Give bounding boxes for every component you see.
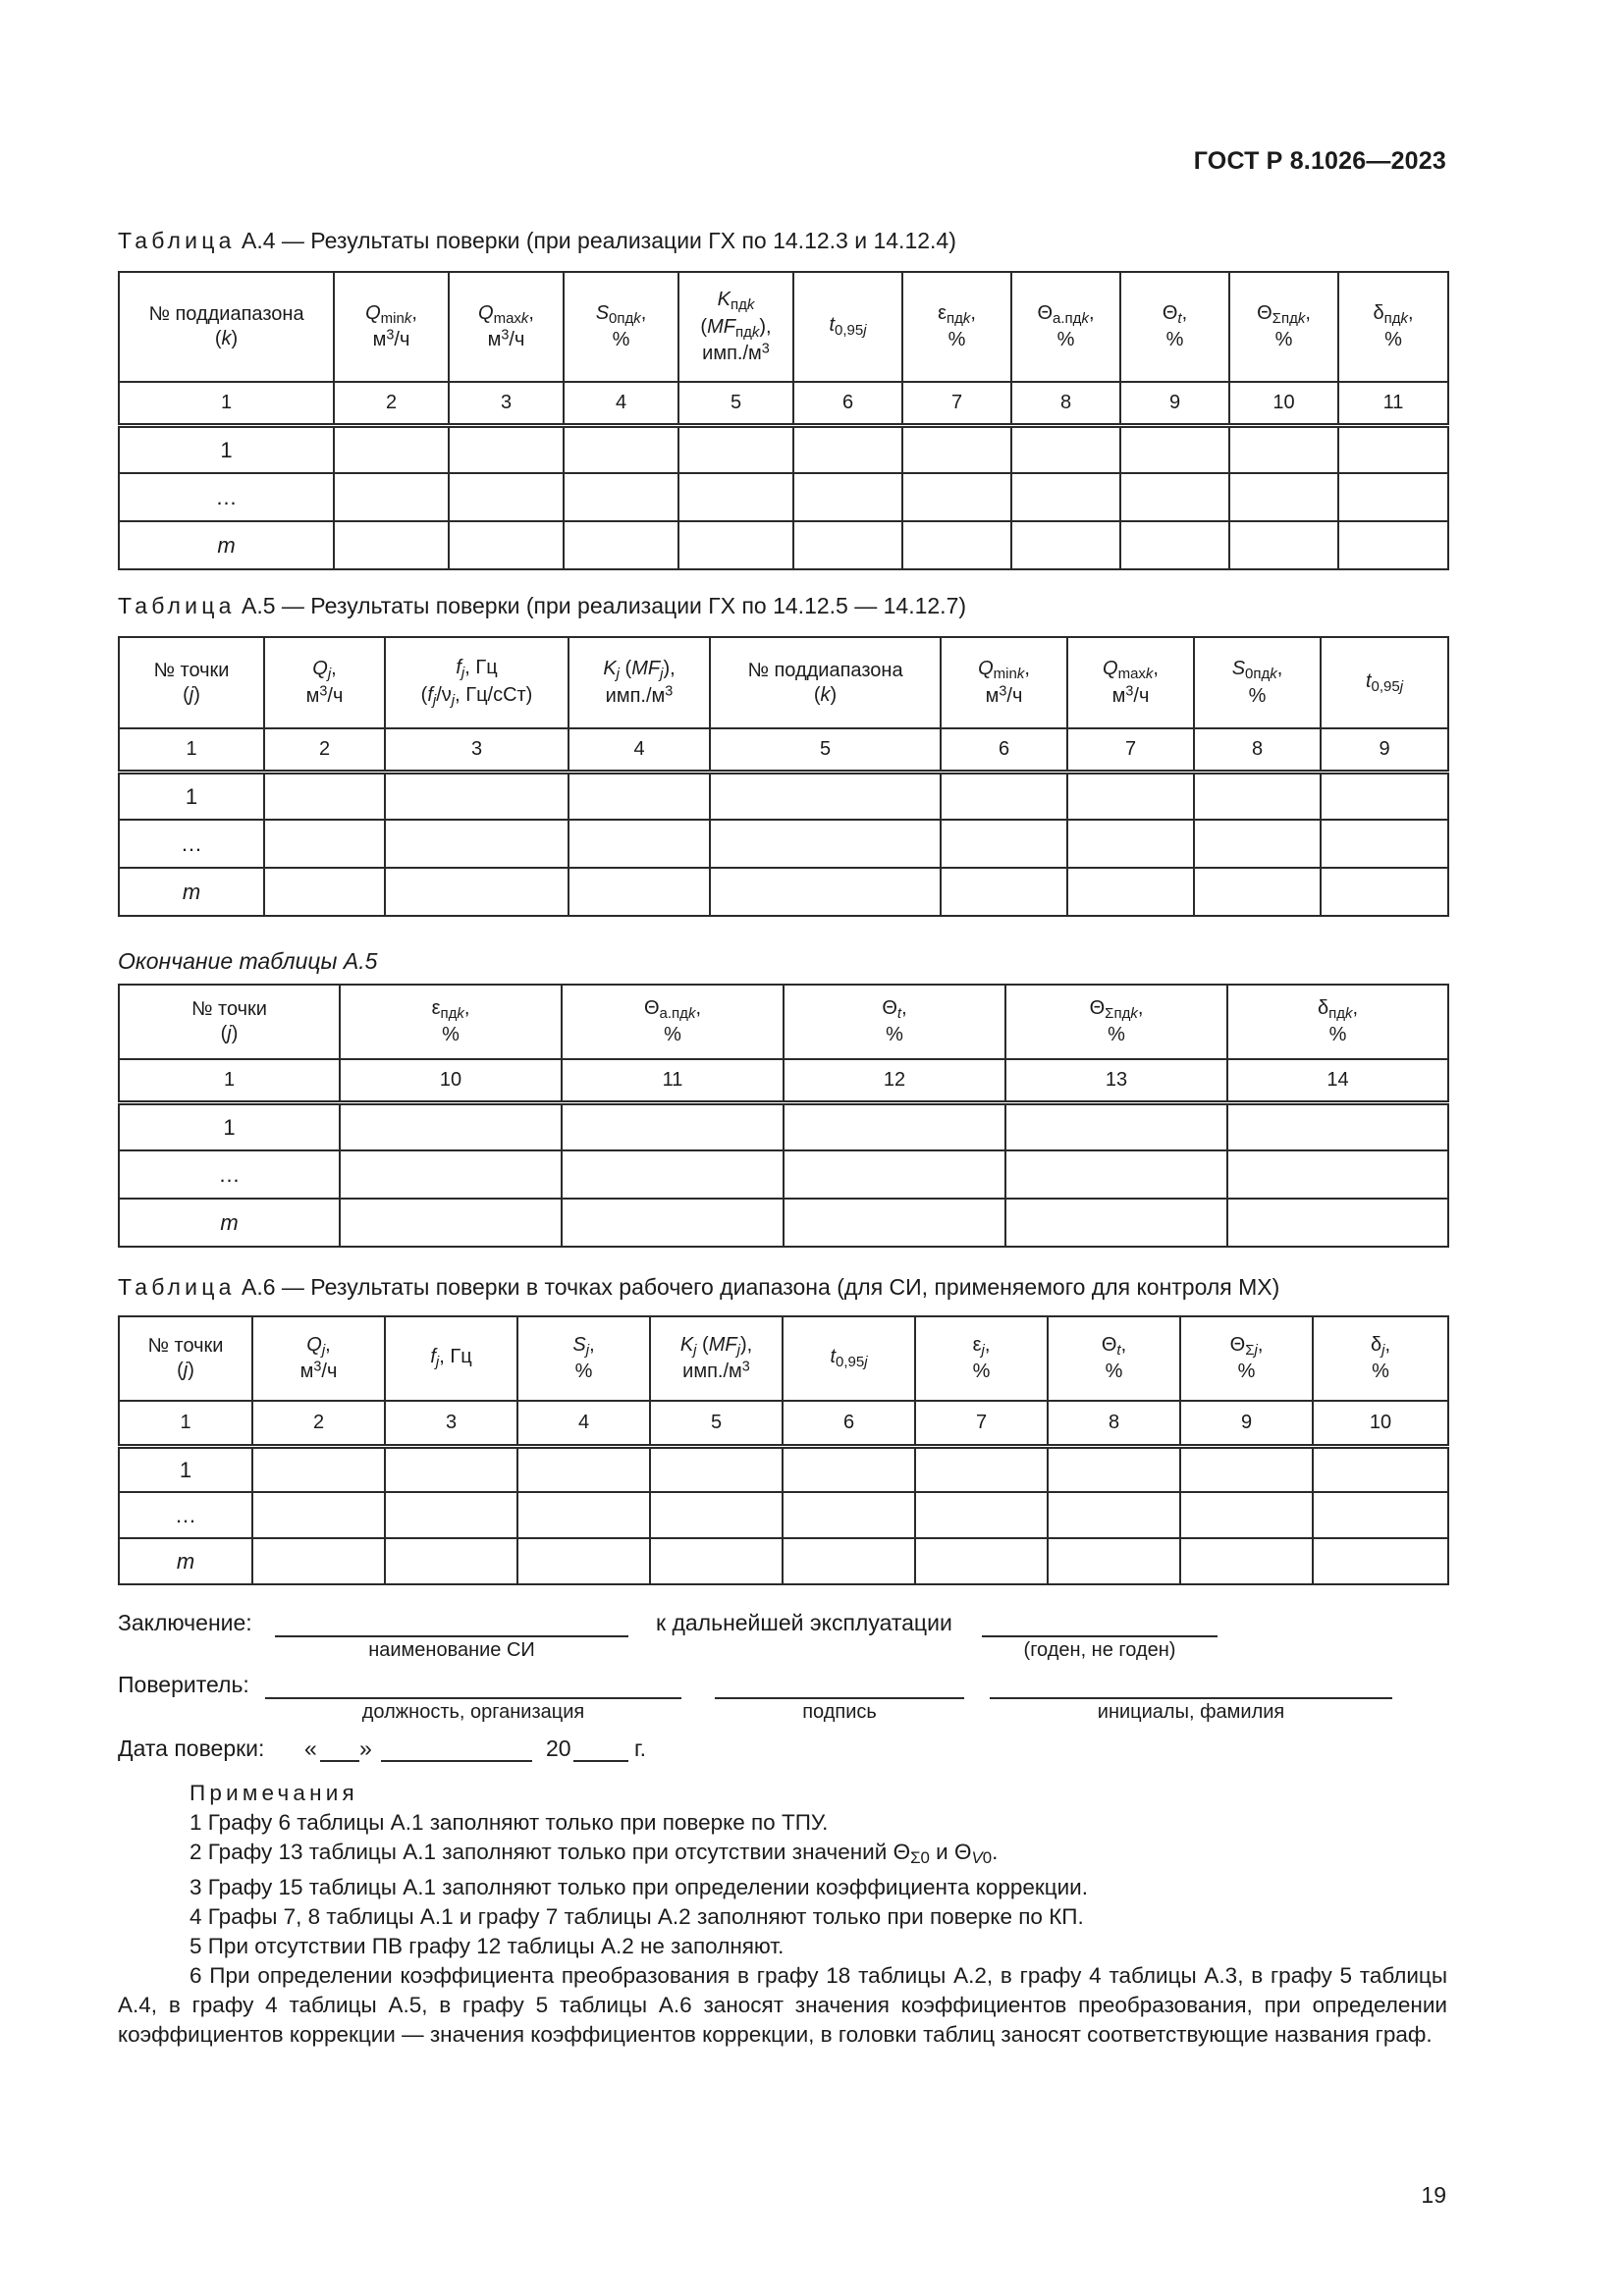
verifier-name-hint: инициалы, фамилия — [1097, 1701, 1285, 1723]
date-year-suffix: г. — [634, 1735, 646, 1761]
col-q-min: $Q_{mink}$, $м^3/ч$ — [334, 272, 449, 382]
date-month-blank[interactable] — [381, 1760, 532, 1762]
col-t095: $t_{0,95j}$ — [793, 272, 902, 382]
table-row — [119, 521, 1448, 569]
col-number: 8 — [1194, 728, 1321, 772]
date-open-quote: « — [304, 1735, 317, 1761]
col-number: 5 — [678, 382, 793, 425]
verifier-name-blank[interactable] — [990, 1697, 1392, 1699]
verifier-position-blank[interactable] — [265, 1697, 681, 1699]
col-number: 10 — [340, 1059, 562, 1102]
col-epsilon: $\varepsilon_{пдk}$, % — [340, 985, 562, 1059]
table-a5-end-number-row — [119, 1059, 1448, 1102]
verifier-signature-blank[interactable] — [715, 1697, 964, 1699]
notes-block — [118, 1779, 1447, 2050]
table-a6-number-row — [119, 1401, 1448, 1446]
col-number: 12 — [784, 1059, 1005, 1102]
col-number: 4 — [517, 1401, 650, 1446]
col-number: 14 — [1227, 1059, 1448, 1102]
conclusion-hint: наименование СИ — [368, 1639, 535, 1661]
table-row — [119, 1538, 1448, 1584]
col-q-max: $Q_{maxk}$, $м^3/ч$ — [1067, 637, 1194, 728]
col-theta-sum: $\Theta_{\Sigma пдk}$, % — [1005, 985, 1227, 1059]
note-1: 1 Графу 6 таблицы А.1 заполняют только при поверке по ТПУ. — [189, 1810, 829, 1835]
col-number: 3 — [385, 1401, 517, 1446]
operation-hint: (годен, не годен) — [1023, 1639, 1176, 1661]
date-close-quote: » — [359, 1735, 372, 1761]
col-epsilon: $\varepsilon_j$, % — [915, 1316, 1048, 1401]
verifier-label: Поверитель: — [118, 1672, 249, 1697]
col-number: 10 — [1313, 1401, 1448, 1446]
col-number: 9 — [1120, 382, 1229, 425]
col-number: 7 — [1067, 728, 1194, 772]
col-s0: $S_{0пдk}$, % — [564, 272, 678, 382]
col-q-max: $Q_{maxk}$, $м^3/ч$ — [449, 272, 564, 382]
col-number: 8 — [1011, 382, 1120, 425]
table-a4-header-row — [119, 272, 1448, 382]
note-3: 3 Графу 15 таблицы А.1 заполняют только при определении коэффициента коррекции. — [189, 1875, 1088, 1900]
table-a5-caption: Таблица А.5 — Результаты поверки (при реализации ГХ по 14.12.5 — 14.12.7) — [118, 593, 967, 618]
col-frequency: $f_j$, Гц — [385, 1316, 517, 1401]
col-s: $S_j$, % — [517, 1316, 650, 1401]
col-number: 10 — [1229, 382, 1338, 425]
col-subrange-number: № поддиапазона (k) — [710, 637, 941, 728]
row-label: 1 — [119, 1102, 340, 1150]
col-delta: $\delta_j$, % — [1313, 1316, 1448, 1401]
conclusion-blank[interactable] — [275, 1635, 628, 1637]
col-theta-sum: $\Theta_{\Sigma пдk}$, % — [1229, 272, 1338, 382]
date-year-blank[interactable] — [573, 1760, 628, 1762]
col-number: 1 — [119, 382, 334, 425]
col-theta-t: $\Theta_t$, % — [1048, 1316, 1180, 1401]
table-row — [119, 820, 1448, 868]
note-5: 5 При отсутствии ПВ графу 12 таблицы А.2 не заполняют. — [189, 1934, 785, 1959]
col-theta-a: $\Theta_{а.пдk}$, % — [562, 985, 784, 1059]
table-a4 — [118, 271, 1449, 570]
col-number: 1 — [119, 728, 264, 772]
note-6: 6 При определении коэффициента преобразования в графу 18 таблицы А.2, в графу 4 таблицы А.3, в графу 5 таблицы А.4, в графу 4 таблицы А.5, в графу 5 таблицы А.6 заносят значения коэффициентов преобразования, при определении коэффициентов коррекции — значения коэффициентов коррекции, в головки таблиц заносят соответствующие названия граф. — [118, 1963, 1447, 2048]
col-number: 9 — [1321, 728, 1448, 772]
col-epsilon: $\varepsilon_{пдk}$, % — [902, 272, 1011, 382]
col-q: $Q_j$, $м^3/ч$ — [252, 1316, 385, 1401]
operation-blank[interactable] — [982, 1635, 1218, 1637]
row-label: m — [119, 1199, 340, 1247]
col-number: 3 — [385, 728, 568, 772]
col-number: 2 — [334, 382, 449, 425]
row-label: m — [119, 868, 264, 916]
table-row — [119, 772, 1448, 820]
table-row — [119, 1199, 1448, 1247]
col-number: 4 — [568, 728, 710, 772]
col-number: 7 — [915, 1401, 1048, 1446]
col-q-min: $Q_{mink}$, $м^3/ч$ — [941, 637, 1067, 728]
date-year-prefix: 20 — [546, 1735, 571, 1761]
col-number: 13 — [1005, 1059, 1227, 1102]
row-label: m — [119, 521, 334, 569]
col-number: 1 — [119, 1401, 252, 1446]
row-label: … — [119, 820, 264, 868]
row-label: 1 — [119, 772, 264, 820]
row-label: … — [119, 1150, 340, 1199]
table-row — [119, 1492, 1448, 1538]
col-theta-t: $\Theta_t$, % — [784, 985, 1005, 1059]
col-theta-sum: $\Theta_{\Sigma j}$, % — [1180, 1316, 1313, 1401]
col-point-number: № точки (j) — [119, 637, 264, 728]
table-row — [119, 473, 1448, 521]
row-label: 1 — [119, 1446, 252, 1492]
col-number: 11 — [1338, 382, 1448, 425]
col-number: 2 — [252, 1401, 385, 1446]
date-day-blank[interactable] — [320, 1760, 359, 1762]
table-a6 — [118, 1315, 1449, 1585]
col-point-number: № точки (j) — [119, 985, 340, 1059]
table-a5-number-row — [119, 728, 1448, 772]
table-a4-number-row — [119, 382, 1448, 425]
col-number: 4 — [564, 382, 678, 425]
col-point-number: № точки (j) — [119, 1316, 252, 1401]
table-row — [119, 1150, 1448, 1199]
conclusion-label: Заключение: — [118, 1610, 252, 1635]
col-delta: $\delta_{пдk}$, % — [1227, 985, 1448, 1059]
row-label: m — [119, 1538, 252, 1584]
col-number: 8 — [1048, 1401, 1180, 1446]
table-row — [119, 425, 1448, 473]
operation-label: к дальнейшей эксплуатации — [656, 1610, 952, 1635]
col-frequency: $f_j$, Гц ($f_j/\nu_j$, Гц/сСт) — [385, 637, 568, 728]
table-a5-end-header-row — [119, 985, 1448, 1059]
col-k-coefficient: $K_j$ $(MF_j)$, $имп./м^3$ — [568, 637, 710, 728]
col-theta-t: $\Theta_t$, % — [1120, 272, 1229, 382]
table-a6-caption: Таблица А.6 — Результаты поверки в точках рабочего диапазона (для СИ, применяемого для контроля МХ) — [118, 1274, 1280, 1300]
col-number: 6 — [941, 728, 1067, 772]
col-number: 11 — [562, 1059, 784, 1102]
col-s0: $S_{0пдk}$, % — [1194, 637, 1321, 728]
table-row — [119, 1446, 1448, 1492]
verifier-position-hint: должность, организация — [361, 1701, 585, 1723]
row-label: … — [119, 473, 334, 521]
col-number: 2 — [264, 728, 385, 772]
col-q: $Q_j$, $м^3/ч$ — [264, 637, 385, 728]
col-number: 6 — [783, 1401, 915, 1446]
col-k-coefficient: $K_j$ $(MF_j)$, $имп./м^3$ — [650, 1316, 783, 1401]
col-t095: $t_{0,95j}$ — [783, 1316, 915, 1401]
date-label: Дата поверки: — [118, 1735, 265, 1761]
note-4: 4 Графы 7, 8 таблицы А.1 и графу 7 таблицы А.2 заполняют только при поверке по КП. — [189, 1904, 1084, 1930]
row-label: 1 — [119, 425, 334, 473]
col-theta-a: $\Theta_{а.пдk}$, % — [1011, 272, 1120, 382]
table-row — [119, 1102, 1448, 1150]
col-number: 9 — [1180, 1401, 1313, 1446]
col-delta: $\delta_{пдk}$, % — [1338, 272, 1448, 382]
col-number: 3 — [449, 382, 564, 425]
col-number: 7 — [902, 382, 1011, 425]
document-code: ГОСТ Р 8.1026—2023 — [1193, 147, 1446, 175]
row-label: … — [119, 1492, 252, 1538]
col-t095: $t_{0,95j}$ — [1321, 637, 1448, 728]
col-subrange-number: № поддиапазона (k) — [119, 272, 334, 382]
note-2: 2 Графу 13 таблицы А.1 заполняют только при отсутствии значений $\Theta_{\Sigma 0}$ и $\Theta_{V0}$. — [189, 1840, 999, 1868]
table-a5-header-row — [119, 637, 1448, 728]
col-number: 6 — [793, 382, 902, 425]
table-a5-end — [118, 984, 1449, 1248]
table-a6-header-row — [119, 1316, 1448, 1401]
col-k-coefficient: $K_{пдk}$ $(MF_{пдk})$, $имп./м^3$ — [678, 272, 793, 382]
col-number: 5 — [650, 1401, 783, 1446]
table-a5 — [118, 636, 1449, 917]
verifier-signature-hint: подпись — [802, 1701, 877, 1723]
notes-title: Примечания — [189, 1781, 358, 1805]
table-a4-caption: Таблица А.4 — Результаты поверки (при реализации ГХ по 14.12.3 и 14.12.4) — [118, 228, 956, 253]
page-number: 19 — [1421, 2182, 1446, 2208]
table-row — [119, 868, 1448, 916]
col-number: 5 — [710, 728, 941, 772]
col-number: 1 — [119, 1059, 340, 1102]
table-a5-end-caption: Окончание таблицы А.5 — [118, 948, 378, 974]
